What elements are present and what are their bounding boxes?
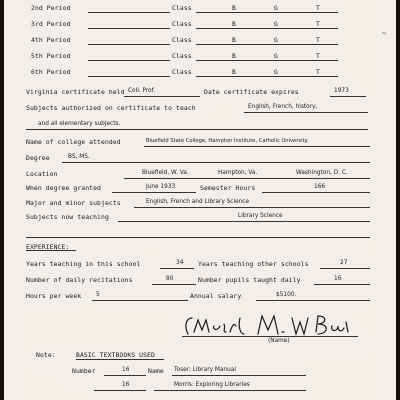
boys-label: B — [232, 52, 236, 60]
subjects-now-label: Subjects now teaching — [26, 213, 109, 221]
fill-line — [92, 300, 188, 301]
fill-line — [196, 60, 338, 61]
name-label: Name — [148, 367, 164, 375]
fill-line — [256, 300, 370, 301]
fill-line — [88, 12, 170, 13]
degree-value: BS, MS. — [68, 154, 90, 160]
margin-mark: ⌒ — [380, 29, 387, 39]
major-label: Major and minor subjects — [26, 199, 121, 207]
boys-label: B — [232, 68, 236, 76]
location-value-1: Bluefield, W. Va. — [142, 170, 189, 176]
total-label: T — [316, 20, 320, 28]
period-label: 4th Period — [31, 36, 71, 44]
fill-line — [94, 390, 146, 391]
location-value-3: Washington, D. C. — [296, 170, 348, 176]
total-label: T — [316, 68, 320, 76]
note-label: Note: — [36, 351, 56, 359]
girls-label: G — [274, 20, 278, 28]
girls-label: G — [274, 36, 278, 44]
fill-line — [172, 375, 306, 376]
years-here-value: 34 — [176, 260, 184, 266]
period-label: 2nd Period — [31, 4, 71, 12]
fill-line — [112, 192, 196, 193]
fill-line — [160, 268, 194, 269]
fill-line — [262, 192, 370, 193]
fill-line — [88, 76, 170, 77]
certificate-label: Virginia certificate held — [26, 88, 125, 96]
fill-line — [144, 146, 370, 147]
signature-caption: (Name) — [268, 338, 290, 344]
semester-hours-label: Semester Hours — [200, 184, 256, 192]
fill-line — [152, 284, 196, 285]
pupils-label: Number pupils taught daily — [198, 276, 301, 284]
signature-line — [182, 336, 358, 337]
degree-granted-label: When degree granted — [26, 184, 102, 192]
girls-label: G — [274, 52, 278, 60]
boys-label: B — [232, 4, 236, 12]
fill-line — [26, 129, 368, 130]
subjects-authorized-label: Subjects authorized on certificate to teach — [26, 104, 196, 112]
fill-line — [244, 112, 368, 113]
recitations-value: 80 — [166, 276, 174, 282]
subjects-authorized-value-2: and all elementary subjects. — [38, 121, 121, 127]
heading-underline — [26, 250, 76, 251]
total-label: T — [316, 52, 320, 60]
subjects-now-value: Library Science — [238, 213, 283, 219]
fill-line — [26, 237, 370, 238]
textbook-number: 16 — [122, 382, 130, 388]
pupils-value: 16 — [334, 276, 342, 282]
fill-line — [154, 390, 306, 391]
fill-line — [196, 28, 338, 29]
fill-line — [124, 178, 370, 179]
fill-line — [118, 221, 370, 222]
location-value-2: Hampton, Va. — [218, 170, 258, 176]
class-label: Class — [172, 4, 192, 12]
total-label: T — [316, 36, 320, 44]
fill-line — [88, 44, 170, 45]
class-label: Class — [172, 20, 192, 28]
period-label: 5th Period — [31, 52, 71, 60]
certificate-value: Coll. Prof. — [128, 88, 156, 94]
textbook-name: Morris: Exploring Libraries — [174, 382, 250, 388]
fill-line — [134, 207, 370, 208]
experience-heading: EXPERIENCE: — [26, 243, 70, 251]
fill-line — [196, 12, 338, 13]
salary-value: $5100. — [276, 292, 297, 298]
number-label: Number — [72, 367, 96, 375]
fill-line — [196, 76, 338, 77]
total-label: T — [316, 4, 320, 12]
hours-label: Hours per week — [26, 292, 82, 300]
class-label: Class — [172, 52, 192, 60]
girls-label: G — [274, 68, 278, 76]
textbooks-heading: BASIC TEXTBOOKS USED — [76, 351, 155, 359]
heading-underline — [76, 359, 164, 360]
fill-line — [104, 375, 146, 376]
textbook-name: Toser: Library Manual — [174, 367, 236, 373]
class-label: Class — [172, 36, 192, 44]
years-other-label: Years teaching other schools — [198, 260, 309, 268]
fill-line — [196, 44, 338, 45]
girls-label: G — [274, 4, 278, 12]
fill-line — [88, 28, 170, 29]
years-here-label: Years teaching in this school — [26, 260, 141, 268]
class-label: Class — [172, 68, 192, 76]
certificate-expires-label: Date certificate expires — [204, 88, 299, 96]
fill-line — [330, 96, 366, 97]
period-label: 6th Period — [31, 68, 71, 76]
location-label: Location — [26, 170, 58, 178]
subjects-authorized-value: English, French, history, — [248, 104, 318, 110]
salary-label: Annual salary — [190, 292, 242, 300]
degree-granted-value: June 1933 — [146, 184, 176, 190]
certificate-expires-value: 1973 — [334, 88, 349, 94]
boys-label: B — [232, 36, 236, 44]
fill-line — [88, 60, 170, 61]
fill-line — [62, 162, 370, 163]
fill-line — [314, 284, 370, 285]
fill-line — [320, 268, 370, 269]
semester-hours-value: 166 — [314, 184, 326, 190]
years-other-value: 27 — [340, 260, 348, 266]
college-value: Bluefield State College, Hampton Institute, Catholic University. — [146, 138, 309, 144]
boys-label: B — [232, 20, 236, 28]
fill-line — [124, 96, 200, 97]
major-value: English, French and Library Science — [146, 199, 250, 205]
textbook-number: 16 — [122, 367, 130, 373]
document-page — [4, 0, 396, 400]
degree-label: Degree — [26, 154, 50, 162]
hours-value: 5 — [96, 292, 100, 298]
period-label: 3rd Period — [31, 20, 71, 28]
college-label: Name of college attended — [26, 138, 121, 146]
recitations-label: Number of daily recitations — [26, 276, 133, 284]
